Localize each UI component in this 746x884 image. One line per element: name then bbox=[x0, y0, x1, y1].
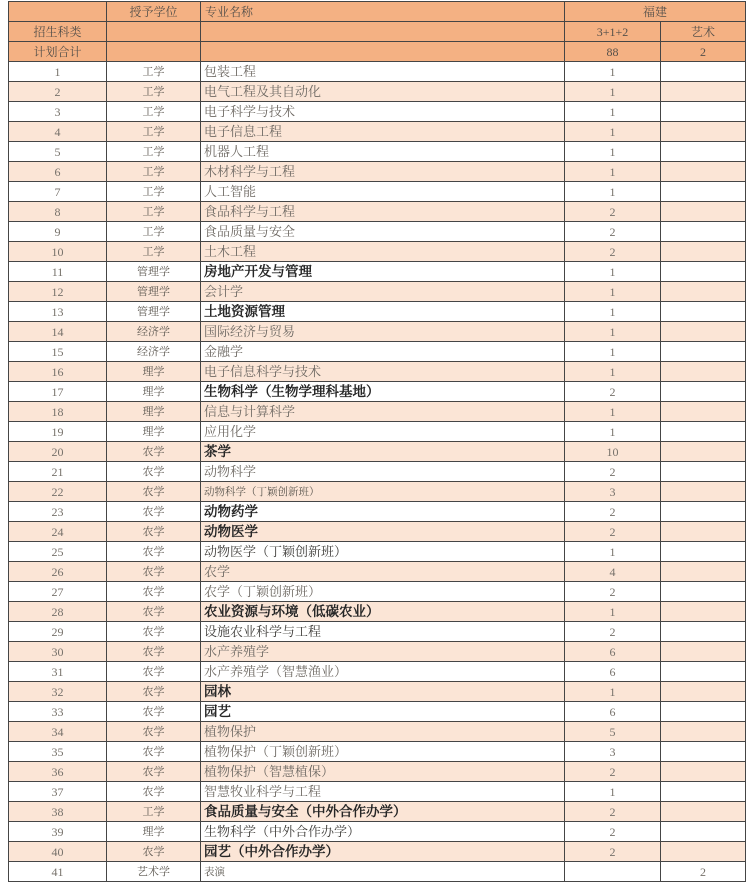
row-number-cell: 32 bbox=[9, 682, 107, 702]
table-row bbox=[9, 382, 746, 402]
major-cell: 农学（丁颖创新班） bbox=[201, 582, 565, 602]
plan-cell: 1 bbox=[565, 402, 661, 422]
degree-cell: 工学 bbox=[107, 122, 201, 142]
table-row bbox=[9, 182, 746, 202]
major-cell: 电子信息工程 bbox=[201, 122, 565, 142]
table-row bbox=[9, 762, 746, 782]
major-cell: 包装工程 bbox=[201, 62, 565, 82]
table-row bbox=[9, 62, 746, 82]
degree-cell: 农学 bbox=[107, 502, 201, 522]
degree-cell: 工学 bbox=[107, 202, 201, 222]
art-cell bbox=[661, 82, 746, 102]
major-cell: 房地产开发与管理 bbox=[201, 262, 565, 282]
major-cell: 应用化学 bbox=[201, 422, 565, 442]
degree-cell: 工学 bbox=[107, 802, 201, 822]
plan-cell: 3 bbox=[565, 482, 661, 502]
plan-cell: 2 bbox=[565, 802, 661, 822]
table-row bbox=[9, 362, 746, 382]
table-row bbox=[9, 842, 746, 862]
row-number-cell: 2 bbox=[9, 82, 107, 102]
table-row bbox=[9, 342, 746, 362]
major-cell: 食品科学与工程 bbox=[201, 202, 565, 222]
major-cell: 土地资源管理 bbox=[201, 302, 565, 322]
art-cell: 2 bbox=[661, 862, 746, 882]
category-row-label: 招生科类 bbox=[9, 22, 107, 42]
major-cell: 动物医学 bbox=[201, 522, 565, 542]
degree-cell: 管理学 bbox=[107, 282, 201, 302]
art-cell bbox=[661, 642, 746, 662]
degree-cell: 农学 bbox=[107, 642, 201, 662]
plan-cell: 6 bbox=[565, 662, 661, 682]
row-number-cell: 28 bbox=[9, 602, 107, 622]
degree-column-header: 授予学位 bbox=[107, 2, 201, 22]
plan-cell: 2 bbox=[565, 522, 661, 542]
major-cell: 园林 bbox=[201, 682, 565, 702]
major-cell: 园艺 bbox=[201, 702, 565, 722]
degree-cell: 农学 bbox=[107, 702, 201, 722]
row-number-cell: 23 bbox=[9, 502, 107, 522]
table-row bbox=[9, 742, 746, 762]
art-cell bbox=[661, 282, 746, 302]
table-row bbox=[9, 862, 746, 882]
row-number-cell: 37 bbox=[9, 782, 107, 802]
plan-cell: 3 bbox=[565, 742, 661, 762]
art-cell bbox=[661, 182, 746, 202]
row-number-cell: 9 bbox=[9, 222, 107, 242]
major-cell: 土木工程 bbox=[201, 242, 565, 262]
degree-cell: 农学 bbox=[107, 482, 201, 502]
degree-cell: 工学 bbox=[107, 62, 201, 82]
plan-cell: 1 bbox=[565, 322, 661, 342]
plan-cell: 1 bbox=[565, 82, 661, 102]
major-cell: 动物医学（丁颖创新班） bbox=[201, 542, 565, 562]
table-row bbox=[9, 102, 746, 122]
major-cell: 食品质量与安全（中外合作办学） bbox=[201, 802, 565, 822]
degree-cell: 农学 bbox=[107, 562, 201, 582]
degree-cell: 农学 bbox=[107, 582, 201, 602]
total-row-label: 计划合计 bbox=[9, 42, 107, 62]
table-row bbox=[9, 702, 746, 722]
table-row bbox=[9, 322, 746, 342]
degree-cell: 工学 bbox=[107, 82, 201, 102]
degree-cell: 工学 bbox=[107, 162, 201, 182]
row-number-cell: 4 bbox=[9, 122, 107, 142]
table-row bbox=[9, 542, 746, 562]
degree-cell: 农学 bbox=[107, 542, 201, 562]
plan-cell: 6 bbox=[565, 702, 661, 722]
plan-cell: 1 bbox=[565, 282, 661, 302]
degree-cell: 理学 bbox=[107, 382, 201, 402]
row-number-cell: 14 bbox=[9, 322, 107, 342]
row-number-cell: 10 bbox=[9, 242, 107, 262]
art-cell bbox=[661, 742, 746, 762]
total-art-value: 2 bbox=[661, 42, 746, 62]
plan-cell: 2 bbox=[565, 242, 661, 262]
table-row bbox=[9, 722, 746, 742]
table-row bbox=[9, 262, 746, 282]
major-cell: 动物科学（丁颖创新班） bbox=[201, 482, 565, 502]
major-cell: 茶学 bbox=[201, 442, 565, 462]
major-cell: 会计学 bbox=[201, 282, 565, 302]
art-cell bbox=[661, 822, 746, 842]
plan-cell: 1 bbox=[565, 122, 661, 142]
header-row-total bbox=[9, 42, 746, 62]
art-cell bbox=[661, 722, 746, 742]
major-cell: 国际经济与贸易 bbox=[201, 322, 565, 342]
plan-cell: 2 bbox=[565, 822, 661, 842]
plan-cell: 1 bbox=[565, 142, 661, 162]
row-number-cell: 25 bbox=[9, 542, 107, 562]
total-plan-value: 88 bbox=[565, 42, 661, 62]
row-number-cell: 6 bbox=[9, 162, 107, 182]
row-number-cell: 24 bbox=[9, 522, 107, 542]
plan-cell: 4 bbox=[565, 562, 661, 582]
admission-plan-table bbox=[8, 1, 746, 882]
plan-cell: 2 bbox=[565, 842, 661, 862]
row-number-cell: 7 bbox=[9, 182, 107, 202]
row-number-cell: 16 bbox=[9, 362, 107, 382]
degree-cell: 农学 bbox=[107, 762, 201, 782]
major-cell: 生物科学（生物学理科基地） bbox=[201, 382, 565, 402]
table-row bbox=[9, 162, 746, 182]
degree-cell: 农学 bbox=[107, 722, 201, 742]
row-number-cell: 26 bbox=[9, 562, 107, 582]
degree-cell: 经济学 bbox=[107, 342, 201, 362]
plan-cell: 2 bbox=[565, 622, 661, 642]
major-cell: 信息与计算科学 bbox=[201, 402, 565, 422]
degree-cell: 管理学 bbox=[107, 302, 201, 322]
table-row bbox=[9, 502, 746, 522]
degree-cell: 农学 bbox=[107, 602, 201, 622]
row-number-cell: 33 bbox=[9, 702, 107, 722]
degree-cell: 工学 bbox=[107, 102, 201, 122]
degree-cell: 理学 bbox=[107, 362, 201, 382]
plan-cell: 2 bbox=[565, 222, 661, 242]
plan-cell: 1 bbox=[565, 362, 661, 382]
degree-cell: 农学 bbox=[107, 682, 201, 702]
degree-cell: 理学 bbox=[107, 402, 201, 422]
art-cell bbox=[661, 202, 746, 222]
plan-cell: 2 bbox=[565, 202, 661, 222]
art-cell bbox=[661, 342, 746, 362]
art-cell bbox=[661, 462, 746, 482]
art-cell bbox=[661, 382, 746, 402]
art-cell bbox=[661, 522, 746, 542]
art-cell bbox=[661, 102, 746, 122]
art-cell bbox=[661, 622, 746, 642]
table-row bbox=[9, 602, 746, 622]
plan-cell: 2 bbox=[565, 502, 661, 522]
degree-cell: 农学 bbox=[107, 782, 201, 802]
art-cell bbox=[661, 322, 746, 342]
art-cell bbox=[661, 422, 746, 442]
plan-cell: 1 bbox=[565, 342, 661, 362]
plan-cell: 1 bbox=[565, 302, 661, 322]
art-cell bbox=[661, 682, 746, 702]
row-number-cell: 17 bbox=[9, 382, 107, 402]
row-number-cell: 15 bbox=[9, 342, 107, 362]
major-cell: 食品质量与安全 bbox=[201, 222, 565, 242]
table-row bbox=[9, 442, 746, 462]
major-cell: 水产养殖学 bbox=[201, 642, 565, 662]
art-cell bbox=[661, 362, 746, 382]
row-number-cell: 30 bbox=[9, 642, 107, 662]
plan-cell: 5 bbox=[565, 722, 661, 742]
degree-cell: 经济学 bbox=[107, 322, 201, 342]
art-cell bbox=[661, 702, 746, 722]
table-row bbox=[9, 642, 746, 662]
art-cell bbox=[661, 842, 746, 862]
degree-cell: 理学 bbox=[107, 822, 201, 842]
table-row bbox=[9, 562, 746, 582]
plan-cell: 1 bbox=[565, 602, 661, 622]
art-cell bbox=[661, 162, 746, 182]
degree-cell: 艺术学 bbox=[107, 862, 201, 882]
table-row bbox=[9, 222, 746, 242]
major-cell: 表演 bbox=[201, 862, 565, 882]
plan-cell: 1 bbox=[565, 162, 661, 182]
row-number-cell: 1 bbox=[9, 62, 107, 82]
art-cell bbox=[661, 402, 746, 422]
table-row bbox=[9, 782, 746, 802]
degree-cell: 农学 bbox=[107, 462, 201, 482]
plan-cell: 1 bbox=[565, 542, 661, 562]
table-row bbox=[9, 462, 746, 482]
degree-cell: 工学 bbox=[107, 222, 201, 242]
art-cell bbox=[661, 482, 746, 502]
major-cell: 电子信息科学与技术 bbox=[201, 362, 565, 382]
row-number-cell: 20 bbox=[9, 442, 107, 462]
art-cell bbox=[661, 122, 746, 142]
major-cell: 动物科学 bbox=[201, 462, 565, 482]
art-cell bbox=[661, 662, 746, 682]
plan-cell: 1 bbox=[565, 782, 661, 802]
art-cell bbox=[661, 762, 746, 782]
major-cell: 植物保护（丁颖创新班） bbox=[201, 742, 565, 762]
header-row-1 bbox=[9, 2, 746, 22]
major-cell: 动物药学 bbox=[201, 502, 565, 522]
table-row bbox=[9, 402, 746, 422]
row-number-cell: 29 bbox=[9, 622, 107, 642]
degree-cell: 农学 bbox=[107, 842, 201, 862]
table-row bbox=[9, 522, 746, 542]
table-row bbox=[9, 142, 746, 162]
art-cell bbox=[661, 542, 746, 562]
row-number-cell: 22 bbox=[9, 482, 107, 502]
major-cell: 农学 bbox=[201, 562, 565, 582]
degree-cell: 农学 bbox=[107, 742, 201, 762]
table-row bbox=[9, 282, 746, 302]
major-column-header: 专业名称 bbox=[201, 2, 565, 22]
degree-cell: 农学 bbox=[107, 522, 201, 542]
row-number-cell: 11 bbox=[9, 262, 107, 282]
row-number-cell: 13 bbox=[9, 302, 107, 322]
art-cell bbox=[661, 222, 746, 242]
empty-cell bbox=[107, 22, 201, 42]
table-row bbox=[9, 242, 746, 262]
plan-cell: 1 bbox=[565, 62, 661, 82]
subject-group-header: 3+1+2 bbox=[565, 22, 661, 42]
degree-cell: 农学 bbox=[107, 622, 201, 642]
row-number-cell: 38 bbox=[9, 802, 107, 822]
major-cell: 电气工程及其自动化 bbox=[201, 82, 565, 102]
degree-cell: 工学 bbox=[107, 242, 201, 262]
row-number-cell: 21 bbox=[9, 462, 107, 482]
row-number-cell: 18 bbox=[9, 402, 107, 422]
province-column-header: 福建 bbox=[565, 2, 746, 22]
major-cell: 农业资源与环境（低碳农业） bbox=[201, 602, 565, 622]
plan-cell: 2 bbox=[565, 582, 661, 602]
degree-cell: 理学 bbox=[107, 422, 201, 442]
major-cell: 园艺（中外合作办学） bbox=[201, 842, 565, 862]
row-number-cell: 41 bbox=[9, 862, 107, 882]
table-row bbox=[9, 302, 746, 322]
major-cell: 木材科学与工程 bbox=[201, 162, 565, 182]
plan-cell: 1 bbox=[565, 102, 661, 122]
table-row bbox=[9, 122, 746, 142]
row-number-cell: 35 bbox=[9, 742, 107, 762]
major-cell: 智慧牧业科学与工程 bbox=[201, 782, 565, 802]
plan-cell: 10 bbox=[565, 442, 661, 462]
major-cell: 生物科学（中外合作办学） bbox=[201, 822, 565, 842]
table-row bbox=[9, 622, 746, 642]
table-row bbox=[9, 802, 746, 822]
major-cell: 植物保护（智慧植保） bbox=[201, 762, 565, 782]
plan-cell: 2 bbox=[565, 462, 661, 482]
major-cell: 金融学 bbox=[201, 342, 565, 362]
row-number-cell: 8 bbox=[9, 202, 107, 222]
plan-cell: 1 bbox=[565, 182, 661, 202]
row-number-cell: 5 bbox=[9, 142, 107, 162]
art-cell bbox=[661, 582, 746, 602]
art-cell bbox=[661, 302, 746, 322]
art-cell bbox=[661, 142, 746, 162]
plan-cell: 1 bbox=[565, 682, 661, 702]
art-cell bbox=[661, 502, 746, 522]
plan-cell: 1 bbox=[565, 262, 661, 282]
empty-cell bbox=[201, 22, 565, 42]
row-number-cell: 39 bbox=[9, 822, 107, 842]
row-number-cell: 12 bbox=[9, 282, 107, 302]
table-row bbox=[9, 202, 746, 222]
row-number-cell: 19 bbox=[9, 422, 107, 442]
row-number-cell: 27 bbox=[9, 582, 107, 602]
degree-cell: 管理学 bbox=[107, 262, 201, 282]
table-row bbox=[9, 422, 746, 442]
major-cell: 水产养殖学（智慧渔业） bbox=[201, 662, 565, 682]
plan-cell: 6 bbox=[565, 642, 661, 662]
table-row bbox=[9, 582, 746, 602]
corner-cell bbox=[9, 2, 107, 22]
table-row bbox=[9, 482, 746, 502]
major-cell: 植物保护 bbox=[201, 722, 565, 742]
row-number-cell: 3 bbox=[9, 102, 107, 122]
art-cell bbox=[661, 262, 746, 282]
row-number-cell: 40 bbox=[9, 842, 107, 862]
major-cell: 电子科学与技术 bbox=[201, 102, 565, 122]
major-cell: 人工智能 bbox=[201, 182, 565, 202]
row-number-cell: 36 bbox=[9, 762, 107, 782]
art-cell bbox=[661, 442, 746, 462]
plan-cell bbox=[565, 862, 661, 882]
plan-cell: 2 bbox=[565, 382, 661, 402]
table-row bbox=[9, 822, 746, 842]
header-row-category bbox=[9, 22, 746, 42]
art-cell bbox=[661, 242, 746, 262]
art-cell bbox=[661, 782, 746, 802]
art-cell bbox=[661, 562, 746, 582]
art-cell bbox=[661, 602, 746, 622]
row-number-cell: 34 bbox=[9, 722, 107, 742]
table-row bbox=[9, 82, 746, 102]
major-cell: 设施农业科学与工程 bbox=[201, 622, 565, 642]
table-row bbox=[9, 662, 746, 682]
plan-cell: 1 bbox=[565, 422, 661, 442]
empty-cell bbox=[201, 42, 565, 62]
table-body bbox=[9, 62, 746, 882]
degree-cell: 农学 bbox=[107, 662, 201, 682]
row-number-cell: 31 bbox=[9, 662, 107, 682]
degree-cell: 农学 bbox=[107, 442, 201, 462]
art-cell bbox=[661, 802, 746, 822]
plan-cell: 2 bbox=[565, 762, 661, 782]
major-cell: 机器人工程 bbox=[201, 142, 565, 162]
degree-cell: 工学 bbox=[107, 142, 201, 162]
table-row bbox=[9, 682, 746, 702]
degree-cell: 工学 bbox=[107, 182, 201, 202]
art-cell bbox=[661, 62, 746, 82]
art-column-header: 艺术 bbox=[661, 22, 746, 42]
empty-cell bbox=[107, 42, 201, 62]
